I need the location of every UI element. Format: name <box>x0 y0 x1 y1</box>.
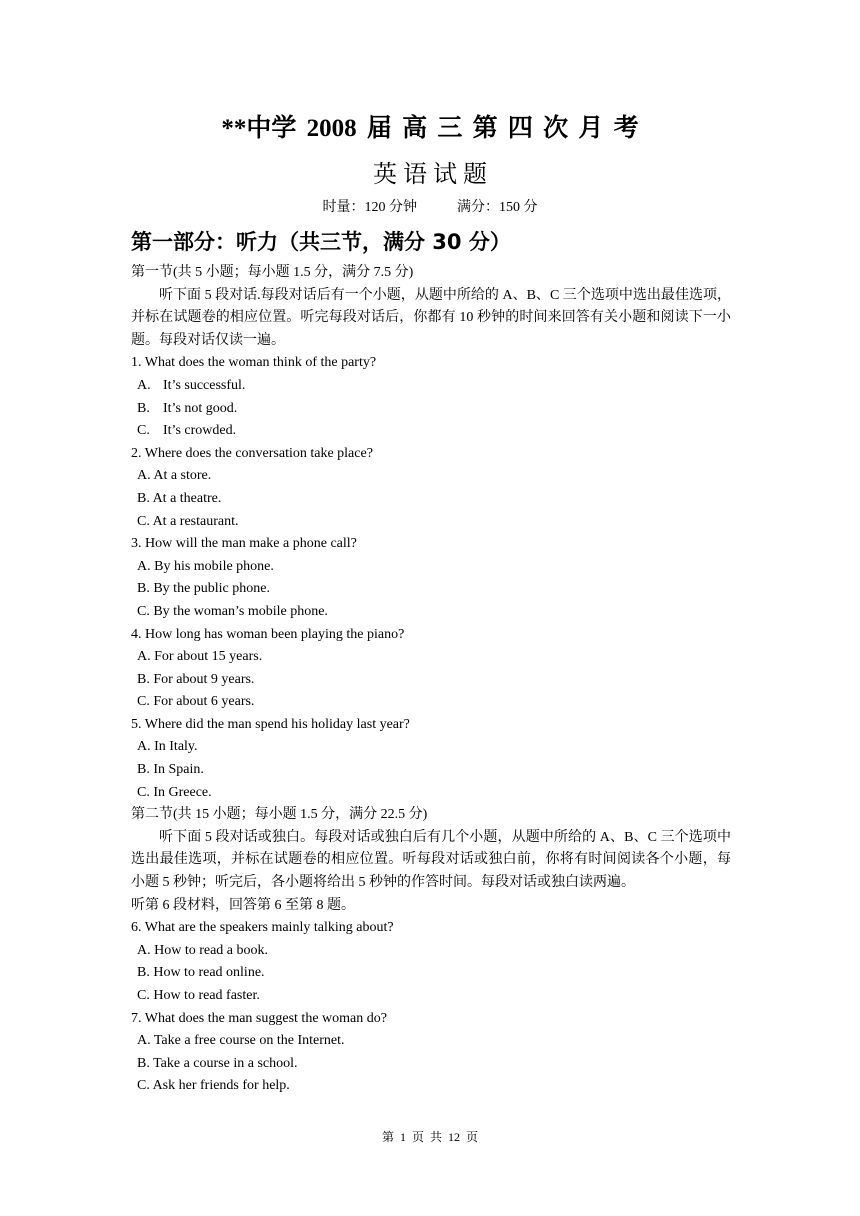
exam-content <box>131 262 731 1098</box>
question-option: B. At a theatre. <box>137 490 222 506</box>
material-note: 听第 6 段材料，回答第 6 至第 8 题。 <box>131 897 355 913</box>
exam-meta <box>0 196 860 216</box>
exam-title: **中学 2008 届 高 三 第 四 次 月 考 <box>221 115 639 142</box>
section-instructions: 听下面 5 段对话或独白。每段对话或独白后有几个小题，从题中所给的 A、B、C 三个选项中选出最佳选项，并标在试题卷的相应位置。听每段对话或独白前，你将有时间阅读各个小题，每小题 5 秒钟；听完后，各小题将给出 5 秒钟的作答时间。每段对话或独白读两遍。 <box>131 829 731 891</box>
question-option: A. By his mobile phone. <box>137 558 274 574</box>
question-stem: 6. What are the speakers mainly talking about? <box>131 920 394 936</box>
question-stem: 5. Where did the man spend his holiday last year? <box>131 716 410 732</box>
question-option: B. For about 9 years. <box>137 671 255 687</box>
question-option: A. It’s successful. <box>137 377 246 393</box>
question-stem: 2. Where does the conversation take place? <box>131 445 373 461</box>
section-instructions: 听下面 5 段对话.每段对话后有一个小题，从题中所给的 A、B、C 三个选项中选出最佳选项，并标在试题卷的相应位置。听完每段对话后，你都有 10 秒钟的时间来回答有关小题和阅读下一小题。每段对话仅读一遍。 <box>131 287 731 348</box>
total-score: 满分：150 分 <box>457 200 538 215</box>
question-option: C. At a restaurant. <box>137 513 239 529</box>
question-option: C. How to read faster. <box>137 988 260 1003</box>
question-stem: 7. What does the man suggest the woman do? <box>131 1010 387 1026</box>
question-option: A. At a store. <box>137 468 212 484</box>
page-footer: 第 1 页 共 12 页 <box>381 1130 478 1144</box>
question-stem: 4. How long has woman been playing the piano? <box>131 626 405 642</box>
question-option: C. Ask her friends for help. <box>137 1078 290 1094</box>
part-title: 第一部分：听力（共三节，满分 30 分） <box>131 230 511 254</box>
question-option: B. Take a course in a school. <box>137 1055 298 1071</box>
exam-subtitle: 英 语 试 题 <box>373 162 487 188</box>
question-option: C. In Greece. <box>137 784 212 800</box>
section-heading: 第一节(共 5 小题；每小题 1.5 分，满分 7.5 分) <box>131 265 414 280</box>
time-limit: 时量：120 分钟 <box>322 200 417 215</box>
question-option: B. How to read online. <box>137 965 265 981</box>
question-option: A. For about 15 years. <box>137 649 263 665</box>
question-option: A. How to read a book. <box>137 942 269 958</box>
question-option: C. For about 6 years. <box>137 694 255 710</box>
section-heading: 第二节(共 15 小题；每小题 1.5 分，满分 22.5 分) <box>131 807 428 823</box>
question-option: A. Take a free course on the Internet. <box>137 1033 345 1049</box>
question-stem: 3. How will the man make a phone call? <box>131 536 357 552</box>
question-stem: 1. What does the woman think of the party? <box>131 355 377 371</box>
question-option: B. It’s not good. <box>137 400 238 416</box>
question-option: A. In Italy. <box>137 739 198 755</box>
question-option: C. By the woman’s mobile phone. <box>137 603 328 619</box>
question-option: C. It’s crowded. <box>137 423 237 439</box>
question-option: B. By the public phone. <box>137 581 270 597</box>
question-option: B. In Spain. <box>137 762 204 778</box>
